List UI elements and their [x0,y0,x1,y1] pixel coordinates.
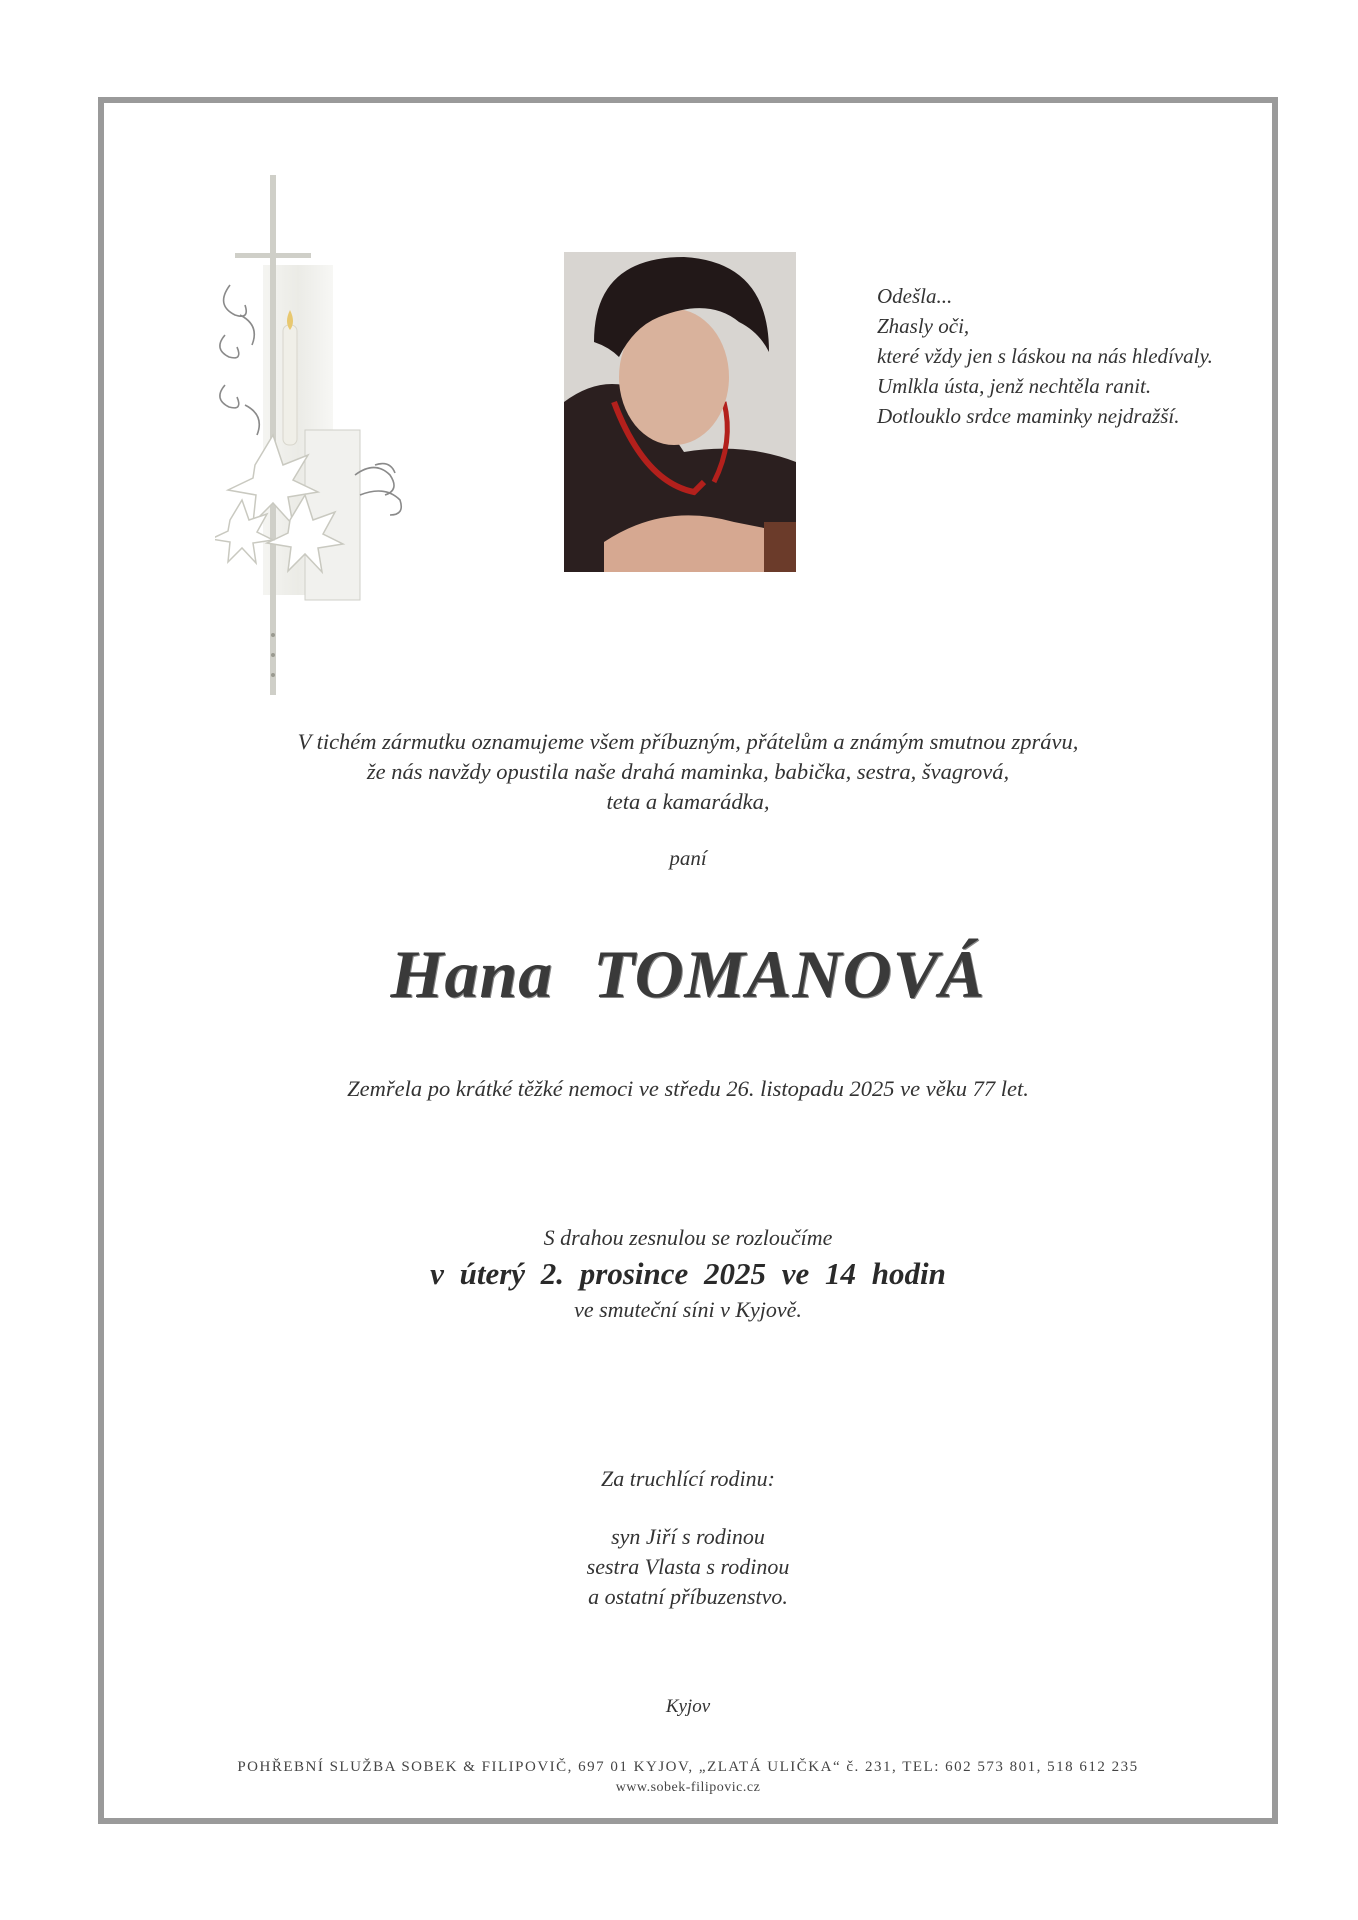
last-name: TOMANOVÁ [593,936,986,1012]
farewell-location: ve smuteční síni v Kyjově. [574,1297,802,1322]
farewell-info [98,1222,1278,1326]
farewell-intro: S drahou zesnulou se rozloučíme [543,1225,833,1250]
portrait-photo [564,252,796,572]
family-member: sestra Vlasta s rodinou [586,1554,790,1579]
funeral-service-footer [98,1759,1278,1796]
place: Kyjov [665,1696,711,1717]
poem-line: které vždy jen s láskou na nás hledívaly. [877,344,1213,368]
first-name: Hana [390,936,554,1012]
deceased-name [98,935,1278,1014]
family-member: syn Jiří s rodinou [611,1524,765,1549]
family-member: a ostatní příbuzenstvo. [588,1584,788,1609]
announcement-line: že nás navždy opustila naše drahá maminka, babička, sestra, švagrová, [366,759,1010,784]
cross-candle-lily-icon [215,175,445,695]
announcement-line: teta a kamarádka, [606,789,770,814]
footer-company: POHŘEBNÍ SLUŽBA SOBEK & FILIPOVIČ, 697 01 KYJOV, „ZLATÁ ULIČKA“ č. 231, TEL: 602 573 801, 518 612 235 [237,1759,1139,1775]
memorial-poem [877,281,1277,431]
family-heading: Za truchlící rodinu: [601,1466,775,1491]
announcement-line: V tichém zármutku oznamujeme všem příbuzným, přátelům a známým smutnou zprávu, [297,729,1079,754]
poem-line: Odešla... [877,284,953,308]
poem-line: Zhasly oči, [877,314,970,338]
poem-line: Dotlouklo srdce maminky nejdražší. [877,404,1180,428]
death-notice: Zemřela po krátké těžké nemoci ve středu 26. listopadu 2025 ve věku 77 let. [347,1076,1029,1101]
footer-url: www.sobek-filipovic.cz [615,1780,761,1795]
salutation: paní [669,846,707,870]
farewell-datetime: v úterý 2. prosince 2025 ve 14 hodin [430,1256,946,1291]
poem-line: Umlkla ústa, jenž nechtěla ranit. [877,374,1152,398]
family-list [98,1522,1278,1612]
announcement [98,727,1278,817]
